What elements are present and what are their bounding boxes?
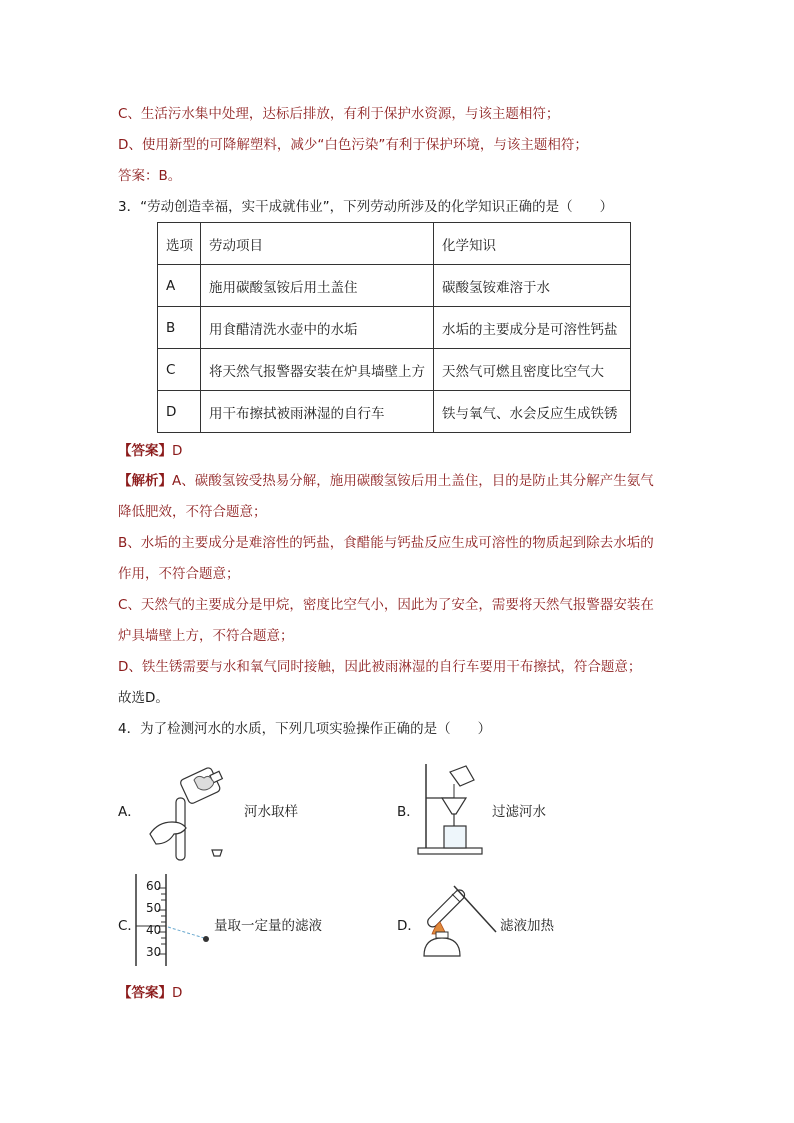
option-a-letter: A．	[118, 804, 141, 820]
table-cell: 天然气可燃且密度比空气大	[434, 349, 631, 391]
answer-value: D	[172, 985, 183, 1001]
option-b-caption: 过滤河水	[492, 804, 546, 820]
table-row	[158, 265, 631, 307]
answer-q2: 答案：B。	[118, 168, 182, 184]
table-row	[158, 349, 631, 391]
answer-tag: 【答案】	[118, 985, 172, 1001]
q4-answer-line	[118, 983, 182, 1003]
table-row	[158, 307, 631, 349]
table-cell: 铁与氧气、水会反应生成铁锈	[434, 391, 631, 433]
analysis-line-3: B、水垢的主要成分是难溶性的钙盐，食醋能与钙盐反应生成可溶性的物质起到除去水垢的	[118, 535, 654, 551]
analysis-line-1	[118, 471, 654, 491]
cylinder-illustration	[132, 870, 212, 970]
filtration-illustration	[414, 758, 486, 858]
option-c-letter: C．	[118, 918, 141, 934]
analysis-line-2: 降低肥效，不符合题意；	[118, 504, 267, 520]
table-header-row	[158, 223, 631, 265]
option-b-letter: B．	[397, 804, 420, 820]
table-cell: 碳酸氢铵难溶于水	[434, 265, 631, 307]
answer-tag: 【答案】	[118, 443, 172, 459]
table-cell: 将天然气报警器安装在炉具墙壁上方	[201, 349, 434, 391]
tick-label: 30	[146, 945, 162, 959]
option-a-caption: 河水取样	[244, 804, 298, 820]
analysis-text: A、碳酸氢铵受热易分解，施用碳酸氢铵后用土盖住，目的是防止其分解产生氨气	[172, 473, 654, 489]
tick-label: 60	[146, 879, 162, 893]
analysis-tag: 【解析】	[118, 473, 172, 489]
sampling-illustration	[142, 762, 242, 862]
table-cell: 用食醋清洗水壶中的水垢	[201, 307, 434, 349]
tick-label: 50	[146, 901, 162, 915]
analysis-line-6: 炉具墙壁上方，不符合题意；	[118, 628, 294, 644]
question-3: 3．“劳动创造幸福，实干成就伟业”，下列劳动所涉及的化学知识正确的是（ ）	[118, 199, 614, 215]
table-cell: D	[158, 391, 201, 433]
heating-illustration	[414, 872, 500, 968]
question-4: 4．为了检测河水的水质，下列几项实验操作正确的是（ ）	[118, 721, 492, 737]
table-header-cell: 化学知识	[434, 223, 631, 265]
analysis-line-5: C、天然气的主要成分是甲烷，密度比空气小，因此为了安全，需要将天然气报警器安装在	[118, 597, 654, 613]
question-3-table	[157, 222, 631, 433]
table-header-cell: 劳动项目	[201, 223, 434, 265]
tick-label: 40	[146, 923, 162, 937]
analysis-line-7: D、铁生锈需要与水和氧气同时接触，因此被雨淋湿的自行车要用干布擦拭，符合题意；	[118, 659, 642, 675]
table-header-cell: 选项	[158, 223, 201, 265]
table-cell: 水垢的主要成分是可溶性钙盐	[434, 307, 631, 349]
option-c-caption: 量取一定量的滤液	[214, 918, 322, 934]
table-cell: B	[158, 307, 201, 349]
q3-answer-line	[118, 441, 182, 461]
table-cell: A	[158, 265, 201, 307]
analysis-line-4: 作用，不符合题意；	[118, 566, 240, 582]
table-cell: 用干布擦拭被雨淋湿的自行车	[201, 391, 434, 433]
option-d-text: D、使用新型的可降解塑料，减少“白色污染”有利于保护环境，与该主题相符；	[118, 137, 588, 153]
option-d-caption: 滤液加热	[500, 918, 554, 934]
option-c-text: C、生活污水集中处理，达标后排放，有利于保护水资源，与该主题相符；	[118, 106, 560, 122]
answer-value: D	[172, 443, 183, 459]
table-cell: 施用碳酸氢铵后用土盖住	[201, 265, 434, 307]
table-row	[158, 391, 631, 433]
option-d-letter: D．	[397, 918, 421, 934]
analysis-line-8: 故选D。	[118, 690, 169, 706]
table-cell: C	[158, 349, 201, 391]
